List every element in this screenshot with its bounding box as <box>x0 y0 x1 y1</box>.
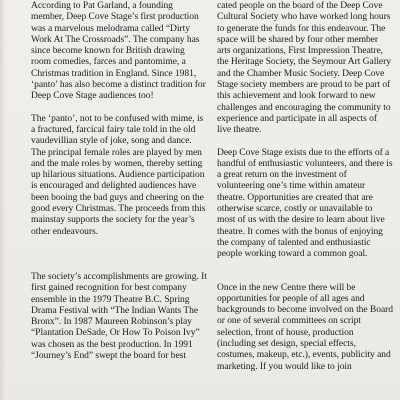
paragraph-founding: According to Pat Garland, a founding member, Deep Cove Stage’s first production was a marvelous melodrama called “Dirty Work At The Crossroads”. The company has since become known for British drawing room comedies, farces and pantomime, a Christmas tradition in England. Since 1981, ‘panto’ has also become a distinct tradition for Deep Cove Stage audiences too! <box>31 0 206 102</box>
paragraph-volunteers: Deep Cove Stage exists due to the efforts of a handful of enthusiastic volunteers, and there is a great return on the investment of volunteering one’s time within amateur theatre. Opportunities are created that are otherwise scarce, costly or unavailable to most of us with the desire to learn about live theatre. It comes with the bonus of enjoying the company of talented and enthusiastic people working toward a common goal. <box>217 146 393 260</box>
paragraph-cultural-society: cated people on the board of the Deep Cove Cultural Society who have worked long hours to generate the funds for this endeavour. The space will be shared by four other member arts organizations, First Impression Theatre, the Heritage Society, the Seymour Art Gallery and the Chamber Music Society. Deep Cove Stage society members are proud to be part of this achievement and look forward to new challenges and encouraging the community to experience and participate in all aspects of live theatre. <box>217 0 391 136</box>
paragraph-new-centre: Once in the new Centre there will be opportunities for people of all ages and backgrounds to become involved on the Board or one of several committees on script selection, front of house, production (including set design, special effects, costumes, makeup, etc.), events, publicity and marketing. If you would like to join <box>217 281 394 372</box>
paragraph-accomplishments: The society’s accomplishments are growing. It first gained recognition for best company ensemble in the 1979 Theatre B.C. Spring Drama Festival with “The Indian Wants The Bronx”. In 1987 Maureen Robinson’s play “Plantation DeSade, Or How To Poison Ivy” was chosen as the best production. In 1991 “Journey’s End” swept the board for best <box>31 270 207 362</box>
right-column <box>217 0 393 372</box>
page-fold-shadow <box>0 0 6 400</box>
paragraph-panto: The ‘panto’, not to be confused with mime, is a fractured, farcical fairy tale told in the old vaudevillian style of joke, song and dance. The principal female roles are played by men and the male roles by women, thereby setting up hilarious situations. Audience participation is encouraged and delighted audiences have been booing the bad guys and cheering on the good every Christmas. The proceeds from this mainstay supports the society for the year’s other endeavours. <box>31 112 206 237</box>
left-column <box>31 0 207 361</box>
